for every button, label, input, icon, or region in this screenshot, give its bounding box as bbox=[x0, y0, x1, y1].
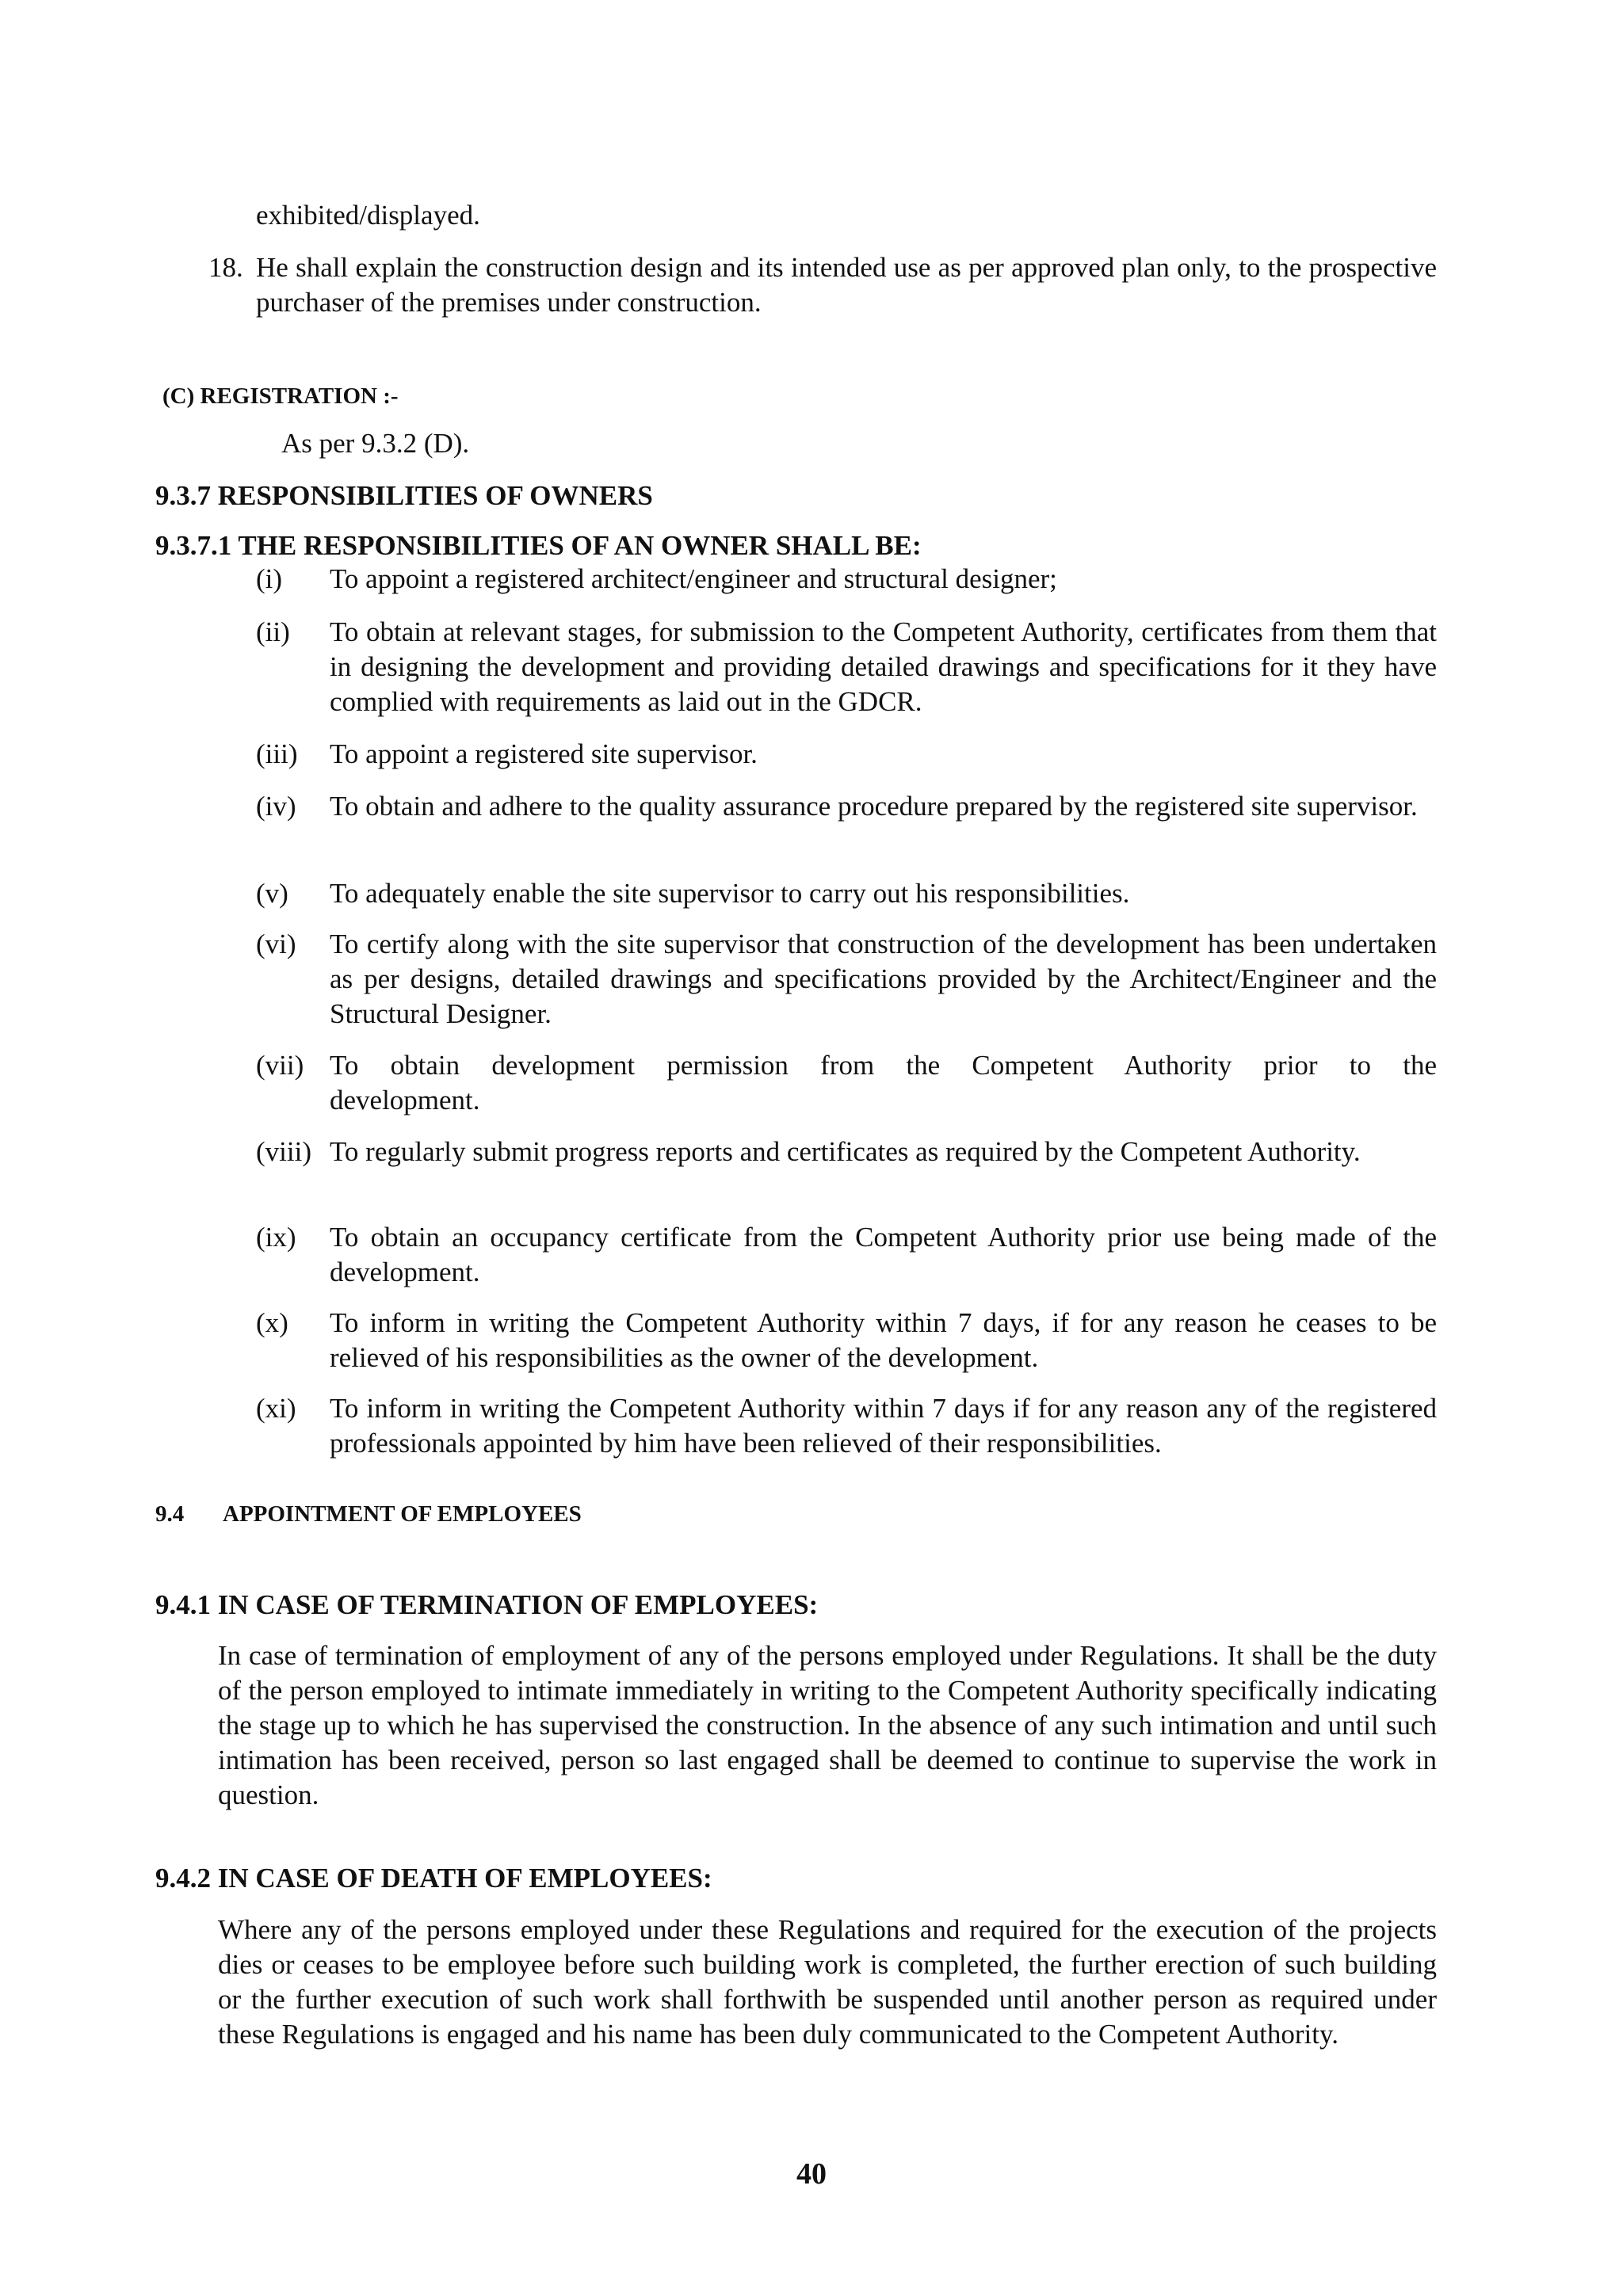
page-number: 40 bbox=[796, 2157, 827, 2191]
list-item-text: To obtain and adhere to the quality assurance procedure prepared by the registered site supervisor. bbox=[330, 791, 1418, 822]
list-item-text: To obtain at relevant stages, for submission to the Competent Authority, certificates from them that in designing the development and providing detailed drawings and specifications for it they have complied with requirements as laid out in the GDCR. bbox=[330, 616, 1437, 717]
list-item-text: To certify along with the site supervisor that construction of the development has been undertaken as per designs, detailed drawings and specifications provided by the Architect/Engineer and the Structural Designer. bbox=[330, 929, 1437, 1029]
section-heading: APPOINTMENT OF EMPLOYEES bbox=[223, 1501, 582, 1527]
list-item-number: (ix) bbox=[256, 1222, 296, 1253]
list-item-number: (i) bbox=[256, 563, 283, 594]
subsection-heading: 9.4.1 IN CASE OF TERMINATION OF EMPLOYEES: bbox=[155, 1589, 819, 1620]
list-item-number: (v) bbox=[256, 878, 288, 909]
body-paragraph: Where any of the persons employed under these Regulations and required for the execution of the projects dies or ceases to be employee before such building work is completed, the further erection of such building or the further execution of such work shall forthwith be suspended until another person as required under these Regulations is engaged and his name has been duly communicated to the Competent Authority. bbox=[218, 1914, 1437, 2050]
list-item-text: To inform in writing the Competent Authority within 7 days, if for any reason he ceases to be relieved of his responsibilities as the owner of the development. bbox=[330, 1307, 1437, 1373]
body-paragraph: In case of termination of employment of any of the persons employed under Regulations. It shall be the duty of the person employed to intimate immediately in writing to the Competent Authority specifically indicating the stage up to which he has supervised the construction. In the absence of any such intimation and until such intimation has been received, person so last engaged shall be deemed to continue to supervise the work in question. bbox=[218, 1640, 1437, 1810]
list-item-text: To appoint a registered site supervisor. bbox=[330, 738, 758, 769]
list-item-number: (vi) bbox=[256, 929, 296, 959]
subsection-heading: 9.4.2 IN CASE OF DEATH OF EMPLOYEES: bbox=[155, 1863, 712, 1894]
list-item-number: (iv) bbox=[256, 791, 296, 822]
item-number: 18. bbox=[208, 252, 243, 283]
section-number: 9.4 bbox=[155, 1501, 185, 1527]
list-item-text: To regularly submit progress reports and certificates as required by the Competent Authority. bbox=[330, 1136, 1361, 1167]
list-item-text: To appoint a registered architect/engineer and structural designer; bbox=[330, 563, 1057, 594]
subsection-heading: 9.3.7.1 THE RESPONSIBILITIES OF AN OWNER SHALL BE: bbox=[155, 530, 922, 561]
list-item-number: (viii) bbox=[256, 1136, 311, 1167]
list-item-text: To obtain development permission from the Competent Authority prior to the development. bbox=[330, 1050, 1437, 1116]
list-item-text: He shall explain the construction design and its intended use as per approved plan only, to the prospective purchaser of the premises under construction. bbox=[256, 252, 1437, 318]
paragraph-continuation: exhibited/displayed. bbox=[256, 200, 480, 231]
list-item-number: (vii) bbox=[256, 1050, 304, 1081]
list-item-number: (xi) bbox=[256, 1393, 296, 1424]
registration-heading: (C) REGISTRATION :- bbox=[162, 383, 399, 409]
list-item-text: To obtain an occupancy certificate from the Competent Authority prior use being made of the development. bbox=[330, 1222, 1437, 1287]
registration-text: As per 9.3.2 (D). bbox=[281, 428, 470, 459]
list-item-number: (x) bbox=[256, 1307, 288, 1338]
list-item-number: (iii) bbox=[256, 738, 298, 769]
list-item-text: To adequately enable the site supervisor to carry out his responsibilities. bbox=[330, 878, 1130, 909]
list-item-text: To inform in writing the Competent Authority within 7 days if for any reason any of the registered professionals appointed by him have been relieved of their responsibilities. bbox=[330, 1393, 1437, 1459]
section-heading: 9.3.7 RESPONSIBILITIES OF OWNERS bbox=[155, 480, 653, 511]
list-item-number: (ii) bbox=[256, 616, 290, 647]
